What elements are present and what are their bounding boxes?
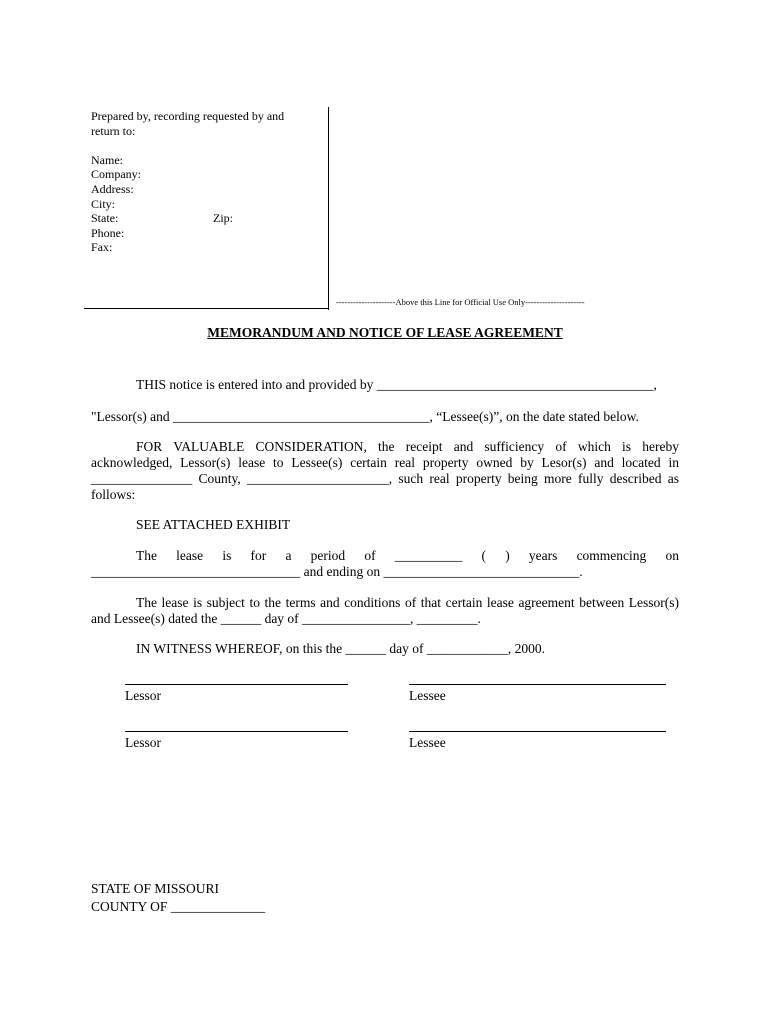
zip-label: Zip: [213, 211, 233, 226]
terms-paragraph [91, 595, 679, 627]
terms-line2: and Lessee(s) dated the ______ day of ________________, _________. [91, 611, 481, 626]
county-heading: COUNTY OF ______________ [91, 899, 266, 914]
state-label: State: [91, 211, 119, 226]
address-label: Address: [91, 181, 134, 196]
document-title: MEMORANDUM AND NOTICE OF LEASE AGREEMENT [207, 325, 563, 340]
lessor-label-2: Lessor [125, 735, 161, 750]
lessor-signature-line-1 [125, 684, 348, 685]
notice-paragraph: THIS notice is entered into and provided by _________________________________________, [136, 377, 657, 392]
company-label: Company: [91, 167, 141, 182]
official-use-line: ---------------------Above this Line for Official Use Only--------------------- [336, 297, 585, 307]
consideration-line1: FOR VALUABLE CONSIDERATION, the receipt and sufficiency of which is hereby [136, 439, 679, 454]
lessee-signature-line-2 [409, 731, 666, 732]
consideration-line2: acknowledged, Lessor(s) lease to Lessee(s) certain real property owned by Lesor(s) and located in [91, 455, 679, 470]
header-vertical-divider [328, 107, 329, 310]
exhibit-reference: SEE ATTACHED EXHIBIT [136, 517, 291, 532]
consideration-line3: _______________ County, _____________________, such real property being more fully described as [91, 471, 679, 486]
witness-paragraph: IN WITNESS WHEREOF, on this the ______ day of ____________, 2000. [136, 641, 546, 656]
prepared-by-line2: return to: [91, 123, 136, 138]
consideration-paragraph [91, 439, 679, 503]
header-horizontal-divider [84, 308, 328, 309]
lease-term-line1: The lease is for a period of __________ ( ) years commencing on [136, 548, 679, 563]
lessor-signature-line-2 [125, 731, 348, 732]
phone-label: Phone: [91, 225, 125, 240]
name-label: Name: [91, 152, 123, 167]
terms-line1: The lease is subject to the terms and conditions of that certain lease agreement between Lessor(s) [136, 595, 679, 610]
city-label: City: [91, 196, 116, 211]
lessee-label-1: Lessee [409, 688, 446, 703]
consideration-line4: follows: [91, 487, 136, 502]
lessee-signature-line-1 [409, 684, 666, 685]
lessee-label-2: Lessee [409, 735, 446, 750]
state-heading: STATE OF MISSOURI [91, 881, 219, 896]
prepared-by-line1: Prepared by, recording requested by and [91, 109, 285, 123]
parties-paragraph: "Lessor(s) and ______________________________________, “Lessee(s)”, on the date stated below. [91, 409, 639, 424]
lessor-label-1: Lessor [125, 688, 161, 703]
prepared-by-block [91, 109, 321, 255]
fax-label: Fax: [91, 240, 113, 255]
lease-term-paragraph [91, 548, 679, 580]
lease-term-line2: _______________________________ and ending on _____________________________. [91, 564, 583, 579]
